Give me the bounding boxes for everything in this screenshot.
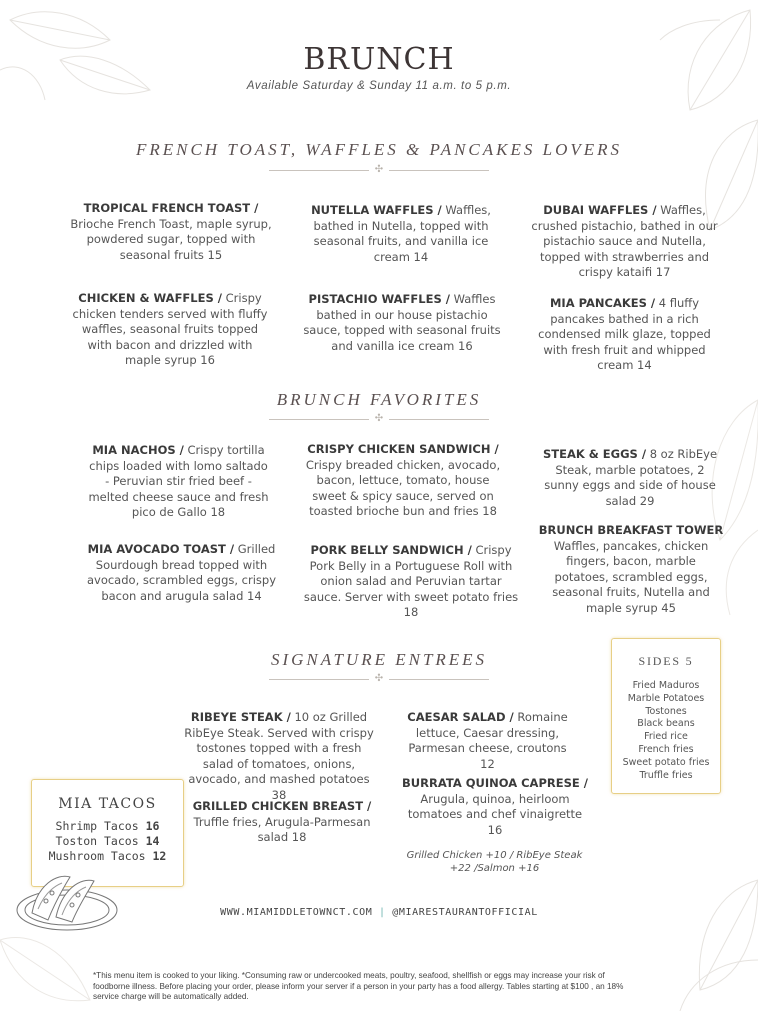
page-subtitle: Available Saturday & Sunday 11 a.m. to 5 p.m.	[246, 80, 512, 92]
list-item: Fried rice	[644, 731, 688, 743]
section-title-brunch-favorites: BRUNCH FAVORITES	[276, 390, 482, 409]
menu-item	[540, 447, 720, 509]
menu-item-desc: 10 oz Grilled RibEye Steak. Served with crispy tostones topped with a fresh salad of tomatoes, onions, avocado, and mashed potatoes 38	[184, 710, 374, 802]
menu-item	[86, 443, 271, 521]
menu-item-desc: Brioche French Toast, maple syrup, powdered sugar, topped with seasonal fruits 15	[70, 216, 272, 262]
menu-item-desc: Waffles, pancakes, chicken fingers, bacon, marble potatoes, scrambled eggs, seasonal fruits, Nutella and maple syrup 45	[552, 538, 710, 615]
menu-item-name: MIA NACHOS /	[92, 443, 184, 457]
section-divider	[269, 164, 489, 176]
menu-item	[300, 543, 522, 621]
menu-item-name: STEAK & EGGS /	[542, 447, 647, 461]
ornament-icon: ✣	[374, 413, 384, 424]
menu-item	[184, 710, 374, 803]
social-handle-link[interactable]: @MIARESTAURANTOFFICIAL	[392, 907, 538, 918]
menu-item	[538, 523, 724, 616]
leaf-decoration-bottom-right-icon	[640, 860, 758, 1011]
menu-item-name: PISTACHIO WAFFLES /	[308, 292, 450, 306]
footer-separator: |	[379, 907, 386, 918]
entree-addons: Grilled Chicken +10 / RibEye Steak +22 /Salmon +16	[406, 850, 583, 874]
menu-item-desc: Crispy tortilla chips loaded with lomo saltado - Peruvian stir fried beef - melted cheese sauce and fresh pico de Gallo 18	[88, 443, 269, 519]
menu-item-name: MIA PANCAKES /	[549, 296, 656, 310]
section-title-french-toast: FRENCH TOAST, WAFFLES & PANCAKES LOVERS	[135, 140, 623, 159]
list-item: Sweet potato fries	[622, 756, 710, 768]
list-item: Black beans	[637, 718, 695, 730]
menu-item-name: CRISPY CHICKEN SANDWICH /	[307, 442, 499, 456]
section-divider	[269, 673, 489, 685]
menu-item	[527, 296, 722, 374]
list-item: Truffle fries	[639, 769, 693, 781]
menu-item-name: CAESAR SALAD /	[407, 710, 514, 724]
menu-item-name: CHICKEN & WAFFLES /	[78, 291, 222, 305]
sides-list	[612, 680, 720, 782]
menu-item-desc: Waffles, crushed pistachio, bathed in our pistachio sauce and Nutella, topped with strawberries and crispy kataifi 17	[531, 203, 718, 279]
ornament-icon: ✣	[374, 164, 384, 175]
menu-item-desc: Arugula, quinoa, heirloom tomatoes and chef vinaigrette 16	[407, 791, 583, 837]
section-divider	[269, 413, 489, 425]
sides-title: SIDES 5	[638, 654, 694, 668]
tacos-title: MIA TACOS	[58, 796, 157, 812]
list-item: Toston Tacos 14	[55, 834, 160, 848]
menu-item-desc: 4 fluffy pancakes bathed in a rich condensed milk glaze, topped with fresh fruit and whipped cream 14	[538, 296, 711, 372]
menu-item	[303, 442, 503, 520]
menu-item	[400, 710, 575, 772]
menu-item-desc: Waffles bathed in our house pistachio sauce, topped with seasonal fruits and vanilla ice cream 16	[303, 292, 501, 353]
menu-item-desc: 8 oz RibEye Steak, marble potatoes, 2 sunny eggs and side of house salad 29	[544, 447, 718, 508]
section-title-signature-entrees: SIGNATURE ENTREES	[270, 650, 488, 669]
menu-item	[527, 203, 722, 281]
menu-item	[306, 203, 496, 265]
fine-print: *This menu item is cooked to your liking. *Consuming raw or undercooked meats, poultry, seafood, shellfish or eggs may increase your risk of foodborne illness. Before placing your order, please inform your server if a person in your party has a food allergy. Tables starting at $100 , an 18% service charge will be automatically added.	[93, 971, 624, 1001]
page-title: BRUNCH	[303, 42, 455, 77]
website-link[interactable]: WWW.MIAMIDDLETOWNCT.COM	[220, 907, 373, 918]
menu-item	[84, 542, 279, 604]
menu-item-name: RIBEYE STEAK /	[190, 710, 291, 724]
menu-item-name: TROPICAL FRENCH TOAST /	[83, 201, 259, 215]
menu-item	[400, 776, 590, 838]
menu-item-name: BURRATA QUINOA CAPRESE /	[402, 776, 588, 790]
footer-links	[0, 907, 758, 918]
menu-item-name: DUBAI WAFFLES /	[543, 203, 657, 217]
list-item: French fries	[638, 743, 694, 755]
menu-item-desc: Waffles, bathed in Nutella, topped with seasonal fruits, and vanilla ice cream 14	[313, 203, 491, 264]
list-item: Tostones	[645, 705, 687, 717]
menu-item-desc: Crispy chicken tenders served with fluffy waffles, seasonal fruits topped with bacon and drizzled with maple syrup 16	[72, 291, 268, 367]
list-item: Marble Potatoes	[627, 692, 705, 704]
menu-item-name: PORK BELLY SANDWICH /	[310, 543, 472, 557]
menu-item-desc: Truffle fries, Arugula-Parmesan salad 18	[193, 814, 371, 844]
menu-item-name: GRILLED CHICKEN BREAST /	[192, 799, 372, 813]
tacos-illustration-icon	[12, 865, 122, 935]
menu-item-name: BRUNCH BREAKFAST TOWER	[538, 523, 724, 537]
menu-item-name: MIA AVOCADO TOAST /	[87, 542, 235, 556]
menu-item-desc: Romaine lettuce, Caesar dressing, Parmesan cheese, croutons 12	[408, 710, 568, 771]
menu-item-desc: Grilled Sourdough bread topped with avocado, scrambled eggs, crispy bacon and arugula salad 14	[86, 542, 277, 603]
menu-item	[66, 201, 276, 263]
list-item: Mushroom Tacos 12	[48, 849, 167, 863]
menu-item-name: NUTELLA WAFFLES /	[311, 203, 442, 217]
tacos-list	[32, 819, 183, 864]
list-item: Fried Maduros	[632, 680, 700, 691]
menu-item-desc: Crispy breaded chicken, avocado, bacon, lettuce, tomato, house sweet & spicy sauce, served on toasted brioche bun and fries 18	[305, 457, 501, 518]
menu-item	[303, 292, 501, 354]
menu-item	[192, 799, 372, 846]
ornament-icon: ✣	[374, 673, 384, 684]
menu-item	[70, 291, 270, 369]
menu-item-desc: Crispy Pork Belly in a Portuguese Roll with onion salad and Peruvian tartar sauce. Server with sweet potato fries 18	[303, 543, 519, 619]
sides-box	[611, 638, 721, 794]
list-item: Shrimp Tacos 16	[55, 819, 160, 833]
